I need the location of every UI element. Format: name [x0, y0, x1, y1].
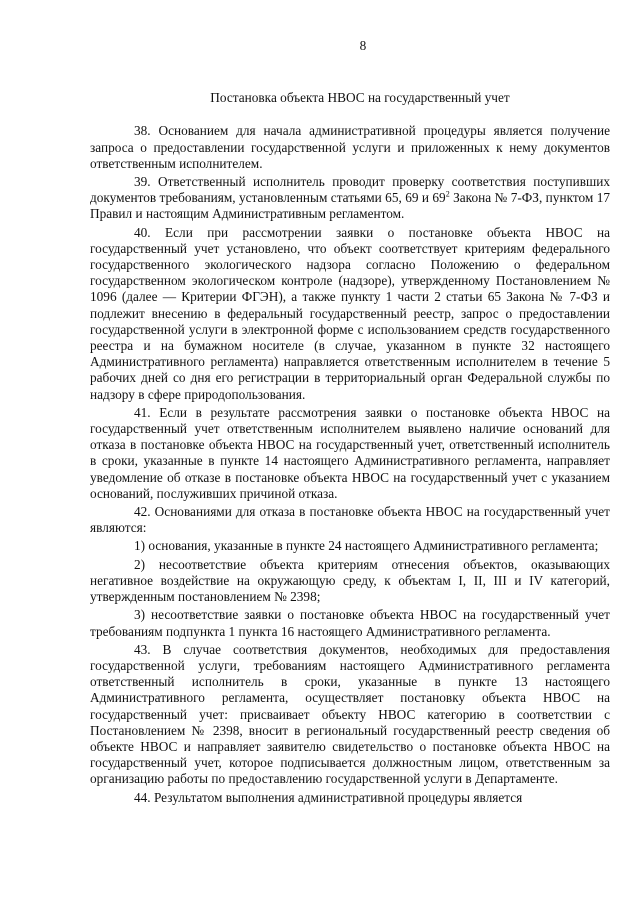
paragraph-38: 38. Основанием для начала административной процедуры является получение запроса о предоставлении государственной услуги и приложенных к нему документов ответственным исполнителем.: [90, 123, 610, 171]
paragraph-42-item-1: 1) основания, указанные в пункте 24 настоящего Административного регламента;: [134, 538, 599, 554]
paragraph-39-text-a: 39. Ответственный исполнитель проводит проверку соответствия поступивших документов требованиям, установленным статьями 65, 69 и 69: [90, 174, 610, 206]
paragraph-41: 41. Если в результате рассмотрения заявки о постановке объекта НВОС на государственный учет ответственным исполнителем выявлено наличие оснований для отказа в постановке объекта НВОС на государственный учет, ответственный исполнитель в сроки, указанные в пункте 14 настоящего Административного регламента, направляет уведомление об отказе в постановке объекта НВОС на государственный учет с указанием оснований, послуживших причиной отказа.: [90, 404, 610, 501]
paragraph-39-text-b: Закона № 7-ФЗ, пунктом 17 Правил и настоящим Административным регламентом.: [90, 190, 610, 222]
paragraph-42-item-2: 2) несоответствие объекта критериям отнесения объектов, оказывающих негативное воздействие на окружающую среду, к объектам I, II, III и IV категорий, утвержденным постановлением № 2398;: [90, 556, 610, 605]
section-title: Постановка объекта НВОС на государственный учет: [210, 90, 510, 106]
paragraph-39: [90, 174, 610, 223]
paragraph-40: 40. Если при рассмотрении заявки о постановке объекта НВОС на государственный учет установлено, что объект соответствует критериям федерального государственного экологического надзора согласно Положению о федеральном государственном экологическом контроле (надзоре), утвержденному Постановлением № 1096 (далее — Критерии ФГЭН), а также пункту 1 части 2 статьи 65 Закона № 7-ФЗ и подлежит внесению в федеральный государственный реестр, запрос о предоставлении государственной услуги в электронной форме с использованием средств государственного реестра и на бумажном носителе (в случае, указанном в пункте 32 настоящего Административного регламента) направляется ответственным исполнителем в течение 5 рабочих дней со дня его регистрации в территориальный орган Федеральной службы по надзору в сфере природопользования.: [90, 224, 610, 402]
paragraph-42-item-3: 3) несоответствие заявки о постановке объекта НВОС на государственный учет требованиям подпункта 1 пункта 16 настоящего Административного регламента.: [90, 607, 610, 639]
paragraph-39-superscript: 2: [445, 189, 450, 199]
paragraph-42: 42. Основаниями для отказа в постановке объекта НВОС на государственный учет являются:: [90, 504, 610, 536]
paragraph-44: 44. Результатом выполнения административной процедуры является: [134, 789, 523, 805]
paragraph-43: 43. В случае соответствия документов, необходимых для предоставления государственной услуги, требованиям настоящего Административного регламента ответственный исполнитель в сроки, указанные в пункте 13 настоящего Административного регламента, осуществляет постановку объекта НВОС на государственный учет: присваивает объекту НВОС категорию в соответствии с Постановлением № 2398, вносит в региональный государственный реестр сведения об объекте НВОС и направляет заявителю свидетельство о постановке объекта НВОС на государственный учет, которое подписывается должностным лицом, ответственным за организацию работы по предоставлению государственной услуги в Департаменте.: [90, 641, 610, 787]
page-number: 8: [359, 38, 367, 53]
